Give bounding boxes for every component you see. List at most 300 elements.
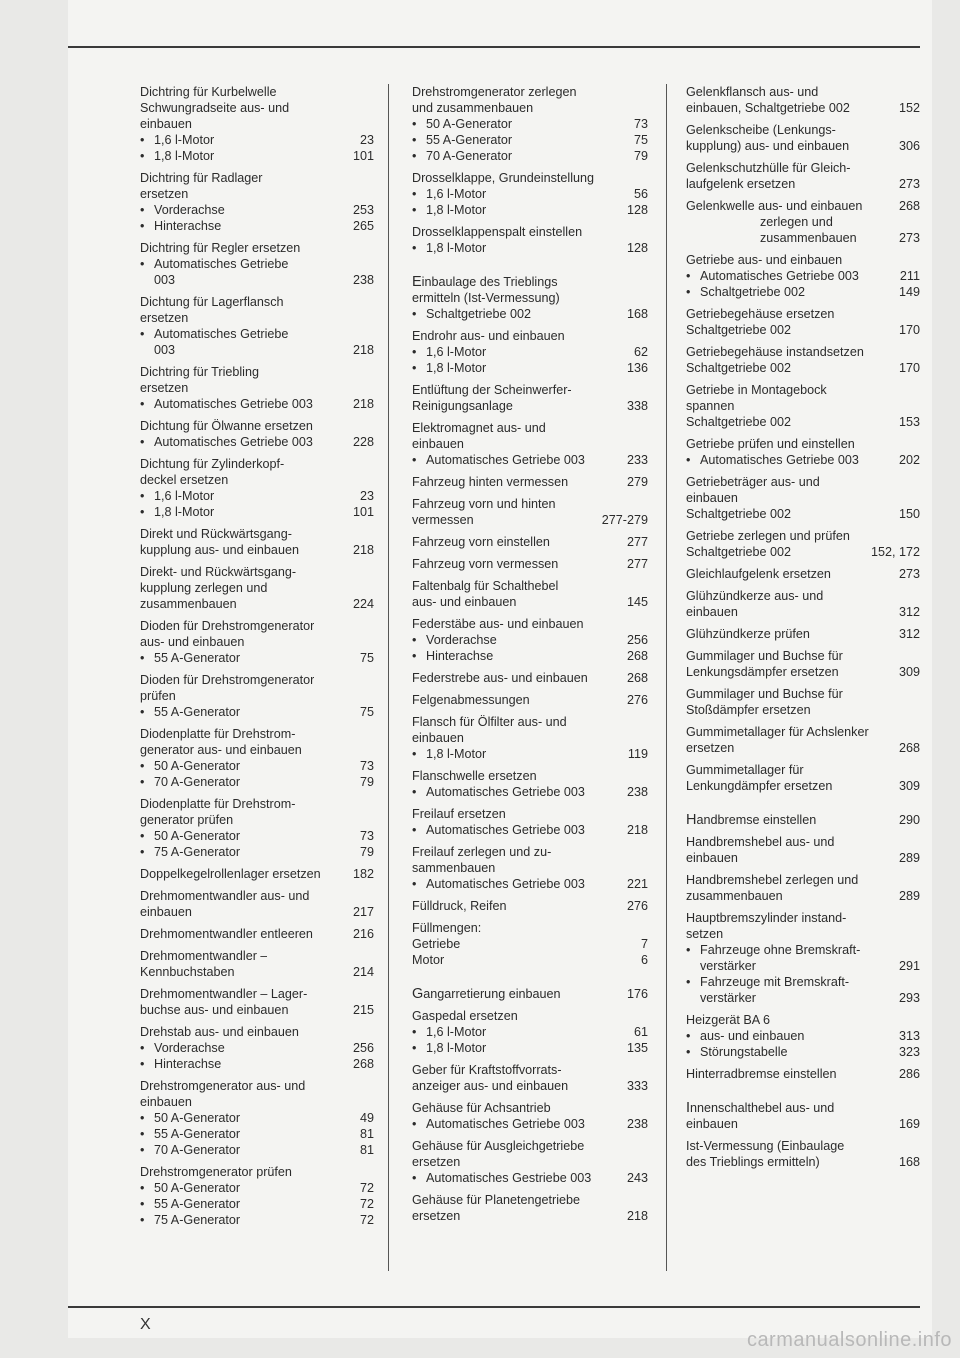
- index-line: [140, 964, 374, 980]
- index-line: [140, 844, 374, 860]
- index-line: [140, 564, 374, 580]
- index-term: Lenkungdämpfer ersetzen: [686, 779, 833, 793]
- index-term: Handbremshebel aus- und: [686, 835, 835, 849]
- index-line: [412, 328, 648, 344]
- index-line: [686, 740, 920, 756]
- index-line: [412, 306, 648, 322]
- index-line: [686, 414, 920, 430]
- page-reference: 291: [898, 959, 920, 973]
- index-term: Getriebe in Montagebock: [686, 383, 827, 397]
- index-line: [140, 1110, 374, 1126]
- index-entry: [140, 456, 374, 520]
- index-line: [686, 942, 920, 958]
- index-term: Gehäuse für Planetengetriebe: [412, 1193, 581, 1207]
- index-term: Federstrebe aus- und einbauen: [412, 671, 588, 685]
- index-line: [686, 648, 920, 664]
- index-term: Glühzündkerze prüfen: [686, 627, 810, 641]
- index-line: [140, 170, 374, 186]
- index-term: • Fahrzeuge ohne Bremskraft-: [686, 942, 860, 958]
- index-entry: [686, 382, 920, 430]
- index-line: [686, 588, 920, 604]
- index-term: zerlegen und: [760, 215, 833, 229]
- index-line: [140, 100, 374, 116]
- index-line: [686, 284, 920, 300]
- page-reference: 62: [633, 345, 648, 359]
- index-column-1: [140, 84, 374, 1234]
- index-entry: [686, 528, 920, 560]
- index-term: aus- und einbauen: [140, 635, 245, 649]
- index-line: [140, 342, 374, 358]
- index-term: kupplung aus- und einbauen: [140, 543, 299, 557]
- index-term: Getriebegehäuse ersetzen: [686, 307, 835, 321]
- index-term: Getriebe: [412, 937, 461, 951]
- index-line: [412, 132, 648, 148]
- index-term: • 50 A-Generator: [140, 758, 240, 774]
- index-entry: [140, 294, 374, 358]
- index-term: Flanschwelle ersetzen: [412, 769, 537, 783]
- index-entry: [412, 768, 648, 800]
- index-line: [412, 452, 648, 468]
- index-term: verstärker: [700, 991, 756, 1005]
- index-term: • 70 A-Generator: [140, 774, 240, 790]
- index-term: • 50 A-Generator: [140, 1110, 240, 1126]
- index-line: [412, 806, 648, 822]
- index-term: • 75 A-Generator: [140, 844, 240, 860]
- page-reference: 273: [898, 177, 920, 191]
- index-line: [686, 926, 920, 942]
- index-line: [140, 742, 374, 758]
- index-line: [412, 290, 648, 306]
- index-term: Kennbuchstaben: [140, 965, 235, 979]
- index-term: Dioden für Drehstromgenerator: [140, 619, 315, 633]
- page-reference: 150: [898, 507, 920, 521]
- index-line: [140, 812, 374, 828]
- index-term: spannen: [686, 399, 735, 413]
- index-column-3: [686, 84, 920, 1176]
- index-line: [140, 888, 374, 904]
- index-term: • Schaltgetriebe 002: [686, 284, 805, 300]
- index-line: [140, 526, 374, 542]
- index-entry: [412, 714, 648, 762]
- index-line: [140, 542, 374, 558]
- page-reference: 145: [626, 595, 648, 609]
- page-reference: 338: [626, 399, 648, 413]
- index-line: [412, 274, 648, 290]
- index-line: [140, 84, 374, 100]
- index-line: [412, 186, 648, 202]
- index-term: • 1,8 l-Motor: [412, 240, 486, 256]
- index-term: Getriebe prüfen und einstellen: [686, 437, 855, 451]
- index-entry: [140, 672, 374, 720]
- index-term: Fahrzeug vorn vermessen: [412, 557, 559, 571]
- index-entry: [140, 1078, 374, 1158]
- index-column-2: [412, 84, 648, 1230]
- page-reference: 176: [626, 987, 648, 1001]
- page-reference: 128: [626, 241, 648, 255]
- index-term: Fülldruck, Reifen: [412, 899, 507, 913]
- page-reference: 289: [898, 889, 920, 903]
- page-reference: 333: [626, 1079, 648, 1093]
- page-reference: 286: [898, 1067, 920, 1081]
- index-entry: [686, 566, 920, 582]
- index-term: • aus- und einbauen: [686, 1028, 804, 1044]
- index-term: Fahrzeug vorn und hinten: [412, 497, 556, 511]
- index-line: [140, 418, 374, 434]
- index-line: [412, 986, 648, 1002]
- index-term: Handbremse einstellen: [686, 812, 817, 828]
- index-line: [412, 116, 648, 132]
- index-line: [686, 724, 920, 740]
- index-entry: [412, 556, 648, 572]
- index-line: [686, 990, 920, 1006]
- page-reference: 136: [626, 361, 648, 375]
- index-entry: [140, 240, 374, 288]
- index-line: [412, 382, 648, 398]
- index-line: [140, 828, 374, 844]
- page-reference: 149: [898, 285, 920, 299]
- index-term: ermitteln (Ist-Vermessung): [412, 291, 560, 305]
- index-term: Handbremshebel zerlegen und: [686, 873, 859, 887]
- page-reference: 81: [359, 1143, 374, 1157]
- index-line: [140, 218, 374, 234]
- index-line: [140, 704, 374, 720]
- column-separator-1: [388, 84, 389, 1271]
- index-entry: [686, 872, 920, 904]
- index-line: [412, 100, 648, 116]
- page-reference: 101: [352, 149, 374, 163]
- index-line: [686, 762, 920, 778]
- index-entry: [140, 564, 374, 612]
- index-entry: [686, 306, 920, 338]
- index-term: deckel ersetzen: [140, 473, 229, 487]
- index-line: [686, 322, 920, 338]
- page-reference: 79: [633, 149, 648, 163]
- page-reference: 73: [633, 117, 648, 131]
- index-line: [686, 544, 920, 560]
- index-entry: [412, 274, 648, 322]
- index-term: Geber für Kraftstoffvorrats-: [412, 1063, 562, 1077]
- index-term: Schaltgetriebe 002: [686, 361, 792, 375]
- index-entry: [412, 920, 648, 968]
- index-line: [412, 1040, 648, 1056]
- index-term: • 55 A-Generator: [140, 1126, 240, 1142]
- index-term: • Hinterachse: [140, 1056, 221, 1072]
- index-term: sammenbauen: [412, 861, 496, 875]
- index-entry: [686, 588, 920, 620]
- index-entry: [686, 834, 920, 866]
- index-line: [412, 534, 648, 550]
- index-line: [140, 472, 374, 488]
- page-reference: 73: [359, 829, 374, 843]
- index-term: Gleichlaufgelenk ersetzen: [686, 567, 831, 581]
- index-term: • 1,6 l-Motor: [140, 488, 214, 504]
- index-entry: [686, 686, 920, 718]
- index-term: Diodenplatte für Drehstrom-: [140, 797, 296, 811]
- index-line: [686, 84, 920, 100]
- index-line: [412, 768, 648, 784]
- index-line: [412, 578, 648, 594]
- index-line: [412, 170, 648, 186]
- index-entry: [140, 796, 374, 860]
- index-line: [412, 344, 648, 360]
- index-entry: [686, 812, 920, 828]
- index-line: [140, 1002, 374, 1018]
- index-term: Hinterradbremse einstellen: [686, 1067, 837, 1081]
- page-reference: 75: [359, 651, 374, 665]
- index-term: einbauen: [412, 437, 464, 451]
- index-term: • 55 A-Generator: [140, 704, 240, 720]
- bottom-rule: [68, 1306, 920, 1308]
- index-line: [412, 420, 648, 436]
- index-entry: [412, 420, 648, 468]
- index-term: einbauen: [686, 491, 738, 505]
- index-term: Hauptbremszylinder instand-: [686, 911, 847, 925]
- index-term: Füllmengen:: [412, 921, 482, 935]
- index-term: ersetzen: [412, 1209, 461, 1223]
- index-term: Drehmomentwandler entleeren: [140, 927, 313, 941]
- index-line: [412, 1024, 648, 1040]
- index-entry: [412, 670, 648, 686]
- index-term: Direkt- und Rückwärtsgang-: [140, 565, 297, 579]
- watermark: carmanualsonline.info: [746, 1329, 952, 1351]
- index-term: vermessen: [412, 513, 474, 527]
- index-line: [140, 1024, 374, 1040]
- page-reference: 168: [898, 1155, 920, 1169]
- index-term: Drehstab aus- und einbauen: [140, 1025, 299, 1039]
- index-line: [412, 692, 648, 708]
- page-reference: 277: [626, 535, 648, 549]
- page-reference: 81: [359, 1127, 374, 1141]
- index-line: [412, 474, 648, 490]
- page-reference: 61: [633, 1025, 648, 1039]
- index-line: [412, 952, 648, 968]
- index-term: • Automatisches Getriebe 003: [412, 822, 585, 838]
- index-term: ersetzen: [686, 741, 735, 755]
- index-term: Reinigungsanlage: [412, 399, 513, 413]
- index-entry: [412, 898, 648, 914]
- index-line: [140, 380, 374, 396]
- index-entry: [686, 198, 920, 246]
- index-entry: [140, 986, 374, 1018]
- index-line: [140, 148, 374, 164]
- index-line: [686, 230, 920, 246]
- index-entry: [686, 84, 920, 116]
- page-reference: 279: [626, 475, 648, 489]
- index-line: [686, 344, 920, 360]
- index-term: Diodenplatte für Drehstrom-: [140, 727, 296, 741]
- page-reference: 211: [899, 269, 920, 283]
- index-entry: [412, 1192, 648, 1224]
- index-line: [140, 948, 374, 964]
- index-term: Einbaulage des Trieblings: [412, 274, 558, 290]
- index-entry: [140, 170, 374, 234]
- index-line: [412, 730, 648, 746]
- index-term: • 1,8 l-Motor: [412, 360, 486, 376]
- page-reference: 268: [352, 1057, 374, 1071]
- page-reference: 268: [626, 671, 648, 685]
- index-term: • 70 A-Generator: [412, 148, 512, 164]
- page-reference: 277-279: [601, 513, 648, 527]
- index-term: 003: [154, 343, 176, 357]
- index-line: [412, 616, 648, 632]
- index-line: [686, 506, 920, 522]
- index-term: Endrohr aus- und einbauen: [412, 329, 565, 343]
- index-line: [412, 844, 648, 860]
- page-reference: 224: [352, 597, 374, 611]
- index-term: Fahrzeug vorn einstellen: [412, 535, 550, 549]
- page-reference: 313: [898, 1029, 920, 1043]
- index-line: [140, 364, 374, 380]
- page-reference: 228: [352, 435, 374, 449]
- index-line: [686, 872, 920, 888]
- index-term: • Vorderachse: [140, 1040, 225, 1056]
- index-entry: [686, 910, 920, 1006]
- index-term: Gummilager und Buchse für: [686, 687, 843, 701]
- page-reference: 268: [626, 649, 648, 663]
- index-line: [412, 714, 648, 730]
- page-reference: 218: [352, 343, 374, 357]
- index-term: Drehstromgenerator prüfen: [140, 1165, 292, 1179]
- index-line: [140, 256, 374, 272]
- index-term: Getriebeträger aus- und: [686, 475, 820, 489]
- index-term: einbauen: [412, 731, 464, 745]
- index-entry: [412, 328, 648, 376]
- page-reference: 309: [898, 665, 920, 679]
- page-reference: 49: [359, 1111, 374, 1125]
- page-reference: 128: [626, 203, 648, 217]
- index-term: Ist-Vermessung (Einbaulage: [686, 1139, 845, 1153]
- page-reference: 23: [359, 133, 374, 147]
- index-entry: [686, 1066, 920, 1082]
- index-line: [686, 1138, 920, 1154]
- index-line: [140, 1164, 374, 1180]
- index-line: [686, 306, 920, 322]
- index-term: Gelenkwelle aus- und einbauen: [686, 199, 863, 213]
- index-term: 003: [154, 273, 176, 287]
- index-line: [412, 148, 648, 164]
- index-line: [412, 898, 648, 914]
- index-line: [140, 1094, 374, 1110]
- index-term: kupplung zerlegen und: [140, 581, 268, 595]
- index-line: [140, 310, 374, 326]
- index-term: Drehmomentwandler aus- und: [140, 889, 310, 903]
- page-reference: 312: [898, 627, 920, 641]
- index-line: [686, 474, 920, 490]
- index-line: [140, 672, 374, 688]
- page-reference: 169: [898, 1117, 920, 1131]
- page-reference: 273: [898, 567, 920, 581]
- index-line: [412, 1208, 648, 1224]
- index-term: • 1,8 l-Motor: [412, 1040, 486, 1056]
- index-line: [686, 490, 920, 506]
- index-term: Gummilager und Buchse für: [686, 649, 843, 663]
- index-entry: [412, 84, 648, 164]
- index-term: Drehmomentwandler –: [140, 949, 268, 963]
- index-entry: [412, 170, 648, 218]
- index-entry: [686, 436, 920, 468]
- index-term: • Automatisches Getriebe 003: [412, 784, 585, 800]
- index-term: • Vorderachse: [412, 632, 497, 648]
- page-number: X: [140, 1316, 151, 1333]
- index-line: [140, 986, 374, 1002]
- page-reference: 75: [359, 705, 374, 719]
- index-term: Gaspedal ersetzen: [412, 1009, 518, 1023]
- page-reference: 218: [352, 543, 374, 557]
- index-line: [686, 1100, 920, 1116]
- index-term: • 1,8 l-Motor: [140, 504, 214, 520]
- index-term: • Hinterachse: [412, 648, 493, 664]
- index-line: [686, 382, 920, 398]
- page-reference: 243: [626, 1171, 648, 1185]
- index-term: Gelenkschutzhülle für Gleich-: [686, 161, 851, 175]
- index-entry: [686, 724, 920, 756]
- index-line: [686, 176, 920, 192]
- index-term: Gehäuse für Achsantrieb: [412, 1101, 551, 1115]
- index-entry: [686, 648, 920, 680]
- index-line: [140, 434, 374, 450]
- index-entry: [412, 382, 648, 414]
- index-term: laufgelenk ersetzen: [686, 177, 796, 191]
- page-reference: 273: [898, 231, 920, 245]
- page-reference: 256: [352, 1041, 374, 1055]
- index-term: • Automatisches Getriebe: [140, 326, 288, 342]
- page-reference: 221: [626, 877, 648, 891]
- index-term: Glühzündkerze aus- und: [686, 589, 824, 603]
- index-term: • Automatisches Getriebe 003: [412, 452, 585, 468]
- index-term: • 1,8 l-Motor: [140, 148, 214, 164]
- index-term: einbauen: [686, 1117, 738, 1131]
- page-reference: 277: [626, 557, 648, 571]
- index-term: Dichtung für Lagerflansch: [140, 295, 284, 309]
- index-term: Getriebegehäuse instandsetzen: [686, 345, 864, 359]
- index-term: ersetzen: [412, 1155, 461, 1169]
- index-term: • 55 A-Generator: [412, 132, 512, 148]
- page-reference: 293: [898, 991, 920, 1005]
- index-line: [140, 796, 374, 812]
- index-entry: [140, 726, 374, 790]
- index-line: [412, 84, 648, 100]
- page-reference: 6: [640, 953, 648, 967]
- page-reference: 168: [626, 307, 648, 321]
- index-line: [412, 1100, 648, 1116]
- page-reference: 135: [626, 1041, 648, 1055]
- index-term: Drosselklappe, Grundeinstellung: [412, 171, 595, 185]
- index-term: einbauen: [140, 1095, 192, 1109]
- index-line: [686, 834, 920, 850]
- index-entry: [686, 252, 920, 300]
- index-term: • Automatisches Getriebe 003: [140, 396, 313, 412]
- page-reference: 202: [898, 453, 920, 467]
- index-line: [140, 272, 374, 288]
- index-term: generator aus- und einbauen: [140, 743, 302, 757]
- index-line: [412, 632, 648, 648]
- index-term: Schaltgetriebe 002: [686, 507, 792, 521]
- index-line: [686, 436, 920, 452]
- index-term: anzeiger aus- und einbauen: [412, 1079, 569, 1093]
- index-term: Direkt und Rückwärtsgang-: [140, 527, 292, 541]
- index-line: [686, 664, 920, 680]
- page-reference: 119: [627, 747, 648, 761]
- index-line: [140, 1142, 374, 1158]
- index-line: [412, 784, 648, 800]
- index-term: ersetzen: [140, 381, 189, 395]
- index-term: Drehmomentwandler – Lager-: [140, 987, 308, 1001]
- index-line: [686, 812, 920, 828]
- index-line: [140, 650, 374, 666]
- index-term: • Automatisches Getriebe 003: [140, 434, 313, 450]
- index-line: [412, 496, 648, 512]
- index-line: [412, 746, 648, 762]
